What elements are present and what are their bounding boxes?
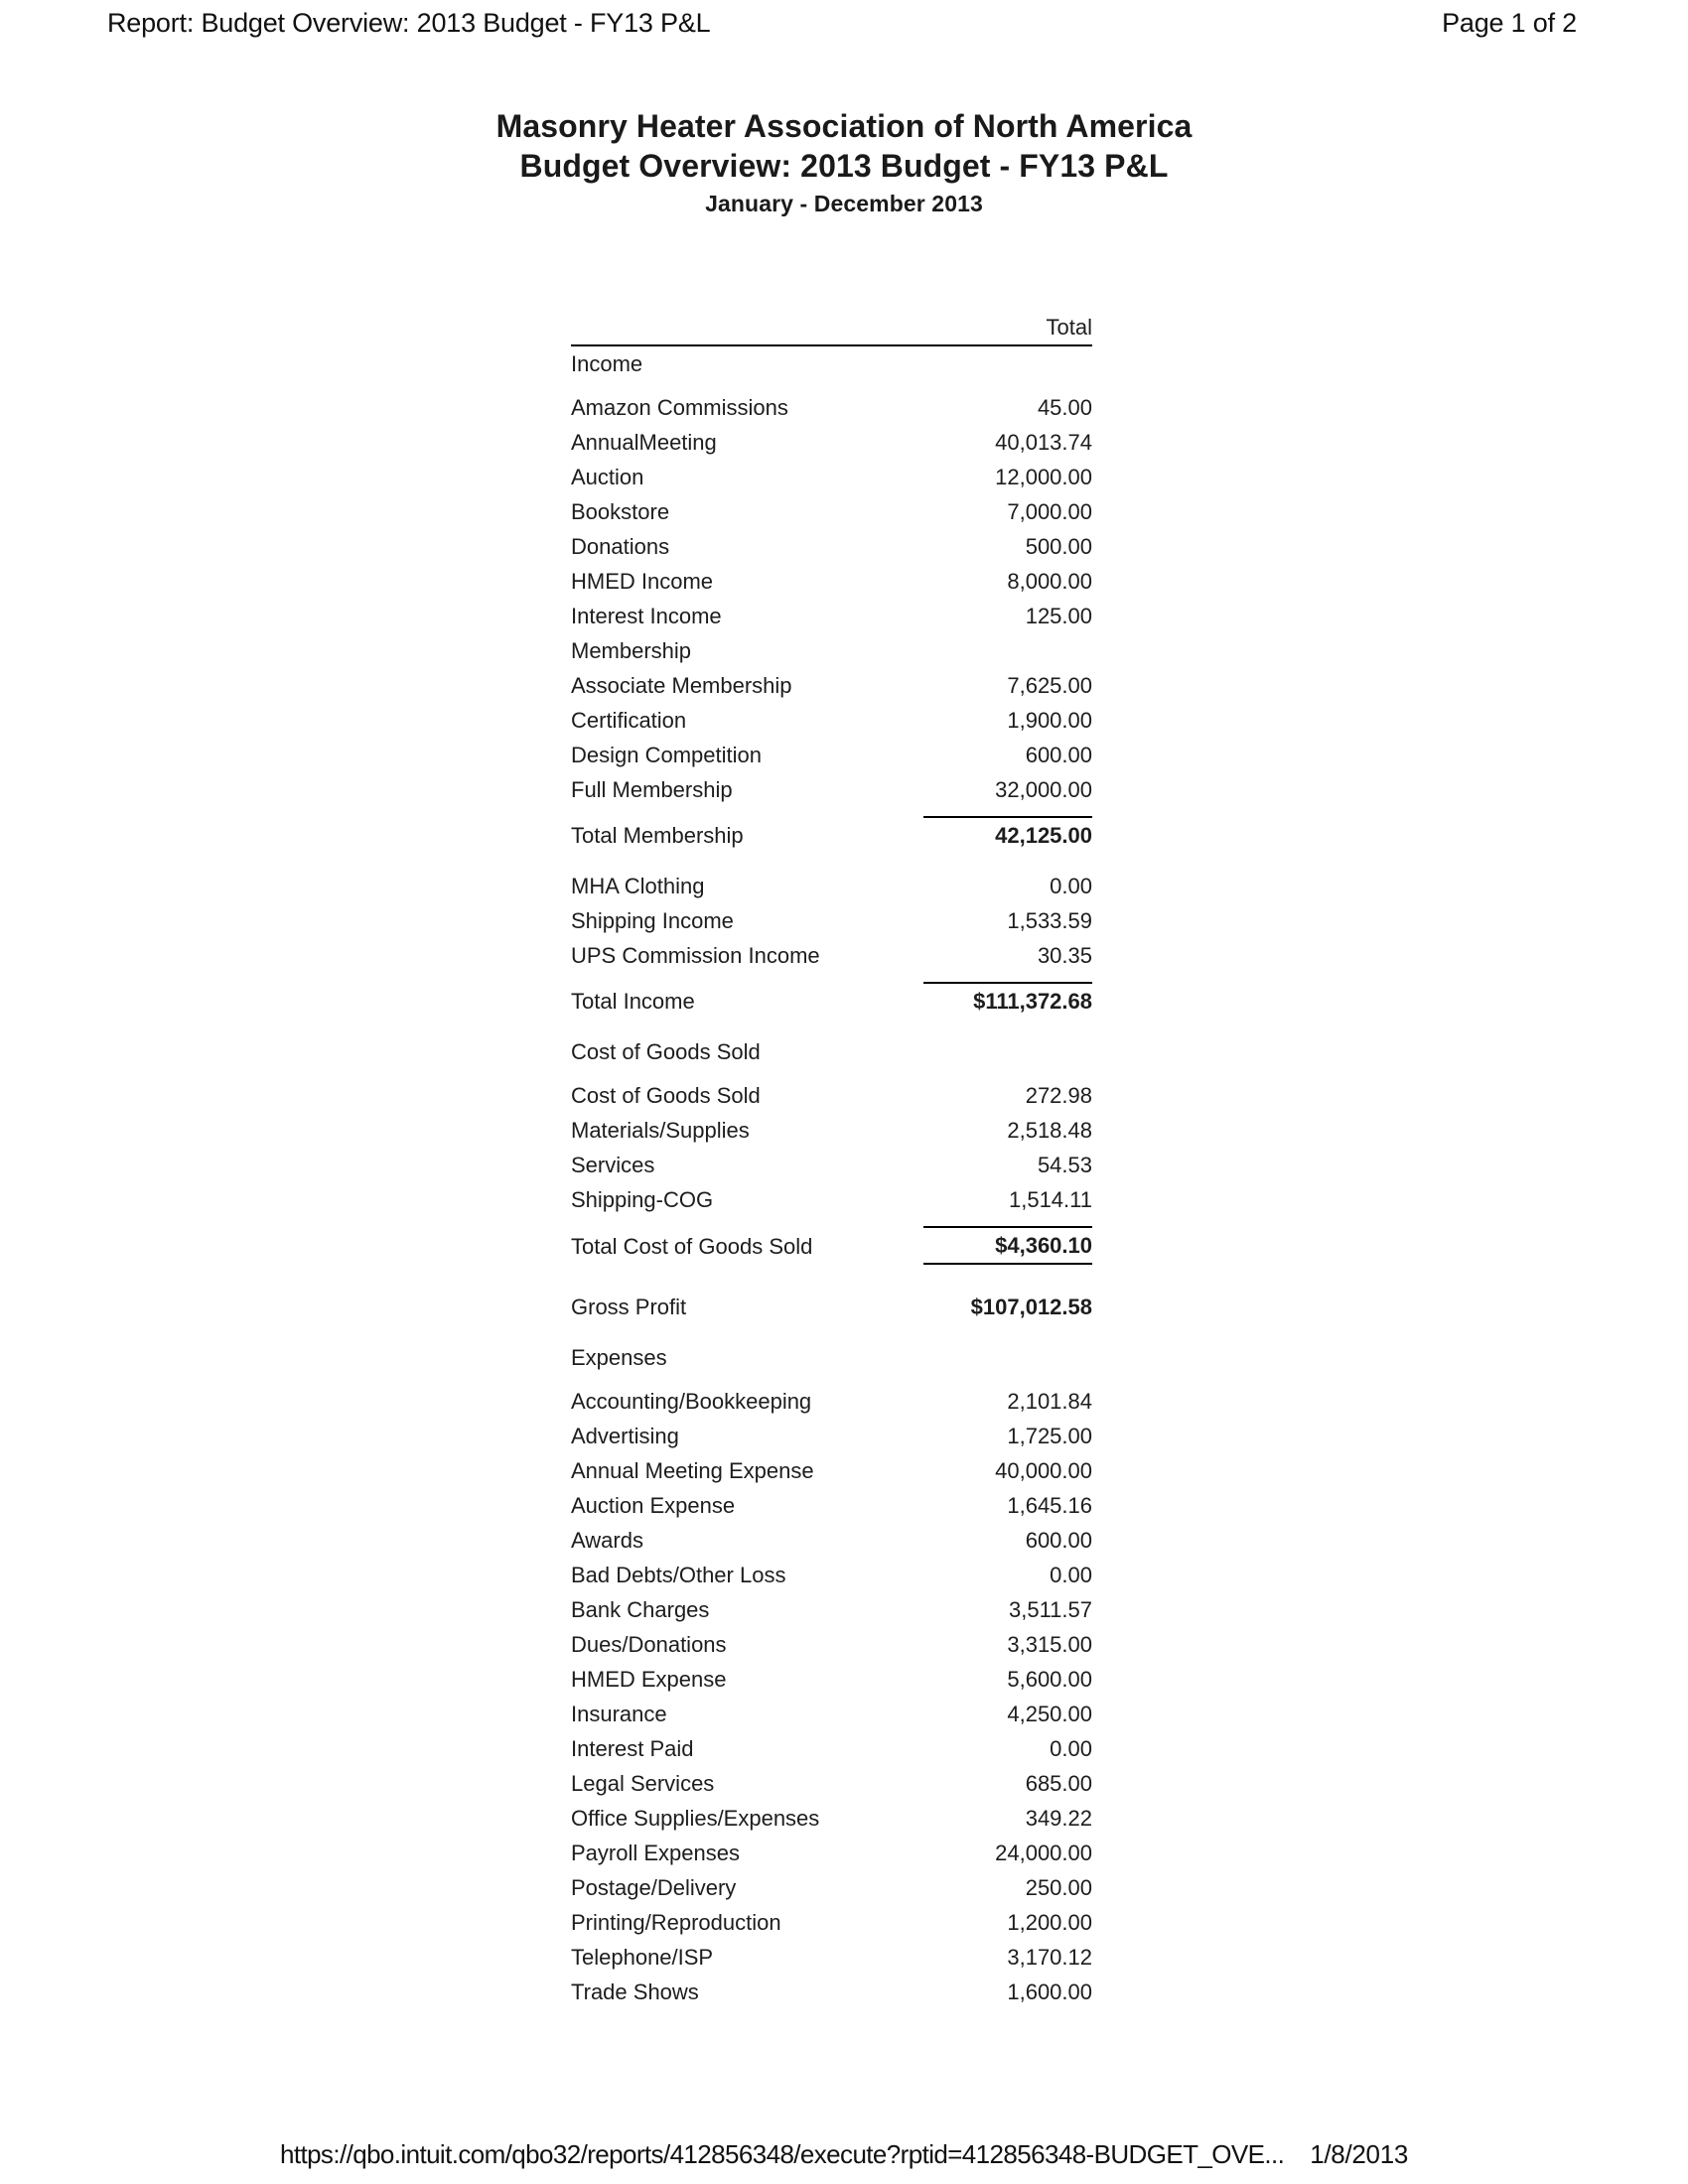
row-label: Total Income bbox=[571, 989, 695, 1014]
spacer-cell bbox=[571, 1324, 923, 1340]
report-table-container bbox=[571, 310, 1092, 2009]
row-amount: $4,360.10 bbox=[923, 1227, 1092, 1264]
row-label: Awards bbox=[571, 1528, 643, 1553]
row-label: Shipping Income bbox=[571, 908, 734, 933]
table-row bbox=[571, 1113, 1092, 1148]
table-subtotal-row bbox=[571, 1227, 1092, 1264]
row-amount: 30.35 bbox=[1037, 943, 1092, 968]
row-label: Auction Expense bbox=[571, 1493, 736, 1518]
table-head bbox=[571, 310, 1092, 345]
row-label: AnnualMeeting bbox=[571, 430, 717, 455]
table-spacer-row bbox=[571, 1217, 1092, 1227]
row-amount: 1,200.00 bbox=[1007, 1910, 1092, 1935]
source-url: https://qbo.intuit.com/qbo32/reports/412856348/execute?rptid=412856348-BUDGET_OVE... bbox=[279, 2139, 1285, 2169]
row-amount: 0.00 bbox=[1050, 1563, 1092, 1587]
table-row bbox=[571, 1905, 1092, 1940]
table-spacer-row bbox=[571, 1281, 1092, 1290]
report-title-block bbox=[0, 107, 1688, 218]
spacer-cell bbox=[923, 381, 1092, 390]
row-label: Insurance bbox=[571, 1702, 667, 1726]
table-row bbox=[571, 1558, 1092, 1592]
row-amount: 3,511.57 bbox=[1008, 1597, 1092, 1622]
row-label: Office Supplies/Expenses bbox=[571, 1806, 820, 1831]
spacer-cell bbox=[923, 807, 1092, 817]
row-amount: 3,315.00 bbox=[1007, 1632, 1092, 1657]
row-label: HMED Income bbox=[571, 569, 714, 594]
row-label: Bookstore bbox=[571, 499, 670, 524]
row-label: Expenses bbox=[571, 1345, 667, 1370]
spacer-cell bbox=[923, 1019, 1092, 1034]
table-subtotal-row bbox=[571, 1290, 1092, 1324]
row-amount: 1,900.00 bbox=[1007, 708, 1092, 733]
row-amount bbox=[923, 345, 1092, 381]
spacer-cell bbox=[571, 381, 923, 390]
row-label: Auction bbox=[571, 465, 644, 489]
row-amount: 125.00 bbox=[1025, 604, 1092, 628]
row-amount: 2,518.48 bbox=[1007, 1118, 1092, 1143]
table-spacer-row bbox=[571, 1019, 1092, 1034]
table-spacer-row bbox=[571, 807, 1092, 817]
report-period: January - December 2013 bbox=[705, 191, 983, 216]
row-label: Printing/Reproduction bbox=[571, 1910, 781, 1935]
spacer-cell bbox=[923, 1069, 1092, 1078]
table-row bbox=[571, 938, 1092, 973]
row-amount: 54.53 bbox=[1037, 1153, 1092, 1177]
row-label: Services bbox=[571, 1153, 655, 1177]
row-amount: 600.00 bbox=[1025, 743, 1092, 767]
spacer-cell bbox=[923, 973, 1092, 983]
row-amount: 500.00 bbox=[1025, 534, 1092, 559]
row-amount: 4,250.00 bbox=[1007, 1702, 1092, 1726]
spacer-cell bbox=[571, 807, 923, 817]
spacer-cell bbox=[571, 1264, 923, 1281]
row-label: Donations bbox=[571, 534, 670, 559]
row-label: Materials/Supplies bbox=[571, 1118, 750, 1143]
row-amount: 42,125.00 bbox=[923, 817, 1092, 853]
table-row bbox=[571, 425, 1092, 460]
table-row bbox=[571, 1836, 1092, 1870]
spacer-cell bbox=[571, 1375, 923, 1384]
table-body bbox=[571, 345, 1092, 2009]
table-spacer-row bbox=[571, 1324, 1092, 1340]
row-label: Cost of Goods Sold bbox=[571, 1039, 761, 1064]
table-row bbox=[571, 1453, 1092, 1488]
row-amount: 45.00 bbox=[1037, 395, 1092, 420]
table-row bbox=[571, 1731, 1092, 1766]
table-row bbox=[571, 772, 1092, 807]
row-amount: 2,101.84 bbox=[1007, 1389, 1092, 1414]
row-amount: 250.00 bbox=[1025, 1875, 1092, 1900]
row-label: UPS Commission Income bbox=[571, 943, 820, 968]
table-row bbox=[571, 1148, 1092, 1182]
row-amount: 12,000.00 bbox=[995, 465, 1092, 489]
table-row bbox=[571, 1627, 1092, 1662]
table-spacer-row bbox=[571, 1069, 1092, 1078]
table-row bbox=[571, 1870, 1092, 1905]
table-row bbox=[571, 390, 1092, 425]
row-label: Shipping-COG bbox=[571, 1187, 714, 1212]
row-amount bbox=[923, 1340, 1092, 1375]
table-subtotal-row bbox=[571, 817, 1092, 853]
row-amount: 8,000.00 bbox=[1007, 569, 1092, 594]
spacer-cell bbox=[923, 1217, 1092, 1227]
row-label: HMED Expense bbox=[571, 1667, 727, 1692]
row-label: Bad Debts/Other Loss bbox=[571, 1563, 786, 1587]
row-label: Legal Services bbox=[571, 1771, 715, 1796]
page-footer bbox=[0, 2139, 1688, 2170]
row-amount bbox=[923, 633, 1092, 668]
spacer-cell bbox=[923, 1324, 1092, 1340]
table-spacer-row bbox=[571, 853, 1092, 869]
row-amount: 7,000.00 bbox=[1007, 499, 1092, 524]
table-row bbox=[571, 668, 1092, 703]
row-amount: $107,012.58 bbox=[970, 1295, 1092, 1319]
table-row bbox=[571, 1801, 1092, 1836]
spacer-cell bbox=[571, 853, 923, 869]
table-row bbox=[571, 599, 1092, 633]
row-label: Payroll Expenses bbox=[571, 1841, 740, 1865]
row-amount: 32,000.00 bbox=[995, 777, 1092, 802]
row-amount: 40,000.00 bbox=[995, 1458, 1092, 1483]
table-row bbox=[571, 1975, 1092, 2009]
row-label: Cost of Goods Sold bbox=[571, 1083, 761, 1108]
row-label: Telephone/ISP bbox=[571, 1945, 714, 1970]
table-row bbox=[571, 1384, 1092, 1419]
row-label: Bank Charges bbox=[571, 1597, 710, 1622]
table-section-row bbox=[571, 1034, 1092, 1069]
budget-overview-table bbox=[571, 310, 1092, 2009]
row-label: Postage/Delivery bbox=[571, 1875, 737, 1900]
row-amount: 349.22 bbox=[1025, 1806, 1092, 1831]
table-row bbox=[571, 1488, 1092, 1523]
row-amount: 40,013.74 bbox=[995, 430, 1092, 455]
table-row bbox=[571, 460, 1092, 494]
table-row bbox=[571, 529, 1092, 564]
table-row bbox=[571, 903, 1092, 938]
row-amount: 1,533.59 bbox=[1007, 908, 1092, 933]
row-label: Dues/Donations bbox=[571, 1632, 727, 1657]
table-row bbox=[571, 1662, 1092, 1697]
company-name: Masonry Heater Association of North America bbox=[495, 108, 1193, 144]
row-label: Advertising bbox=[571, 1424, 679, 1448]
row-label: Full Membership bbox=[571, 777, 733, 802]
row-amount: 7,625.00 bbox=[1007, 673, 1092, 698]
row-label: Amazon Commissions bbox=[571, 395, 788, 420]
table-header-row bbox=[571, 310, 1092, 345]
row-amount: 0.00 bbox=[1050, 874, 1092, 898]
row-label: Interest Paid bbox=[571, 1736, 694, 1761]
row-amount: 1,600.00 bbox=[1007, 1979, 1092, 2004]
table-row bbox=[571, 1182, 1092, 1217]
row-label: Interest Income bbox=[571, 604, 722, 628]
row-label: MHA Clothing bbox=[571, 874, 705, 898]
table-spacer-row bbox=[571, 381, 1092, 390]
row-amount: 1,645.16 bbox=[1007, 1493, 1092, 1518]
row-label: Certification bbox=[571, 708, 687, 733]
row-amount: 272.98 bbox=[1025, 1083, 1092, 1108]
table-row bbox=[571, 869, 1092, 903]
row-amount: 0.00 bbox=[1050, 1736, 1092, 1761]
row-amount: 5,600.00 bbox=[1007, 1667, 1092, 1692]
table-row bbox=[571, 1766, 1092, 1801]
table-spacer-row bbox=[571, 973, 1092, 983]
table-row bbox=[571, 494, 1092, 529]
table-row bbox=[571, 703, 1092, 738]
page-indicator: Page 1 of 2 bbox=[1442, 7, 1577, 38]
report-name: Budget Overview: 2013 Budget - FY13 P&L bbox=[519, 148, 1169, 184]
spacer-cell bbox=[571, 1281, 923, 1290]
row-label: Total Membership bbox=[571, 823, 744, 848]
row-label: Gross Profit bbox=[571, 1295, 687, 1319]
spacer-cell bbox=[923, 1375, 1092, 1384]
row-amount: 1,514.11 bbox=[1008, 1187, 1092, 1212]
row-amount: 24,000.00 bbox=[995, 1841, 1092, 1865]
page-header bbox=[0, 0, 1688, 46]
row-label: Accounting/Bookkeeping bbox=[571, 1389, 812, 1414]
table-row bbox=[571, 1078, 1092, 1113]
spacer-cell bbox=[923, 853, 1092, 869]
spacer-cell bbox=[571, 1069, 923, 1078]
column-header-total: Total bbox=[923, 310, 1092, 345]
row-label: Total Cost of Goods Sold bbox=[571, 1234, 813, 1259]
table-section-row bbox=[571, 633, 1092, 668]
column-header-label bbox=[571, 310, 923, 345]
table-section-row bbox=[571, 345, 1092, 381]
table-row bbox=[571, 564, 1092, 599]
spacer-cell bbox=[923, 1264, 1092, 1281]
table-row bbox=[571, 1592, 1092, 1627]
print-date: 1/8/2013 bbox=[1310, 2139, 1409, 2169]
row-amount: $111,372.68 bbox=[923, 983, 1092, 1019]
row-label: Design Competition bbox=[571, 743, 762, 767]
row-amount: 685.00 bbox=[1025, 1771, 1092, 1796]
table-row bbox=[571, 738, 1092, 772]
row-amount bbox=[923, 1034, 1092, 1069]
table-spacer-row bbox=[571, 1375, 1092, 1384]
row-label: Associate Membership bbox=[571, 673, 792, 698]
row-label: Trade Shows bbox=[571, 1979, 699, 2004]
table-row bbox=[571, 1697, 1092, 1731]
report-label: Report: Budget Overview: 2013 Budget - FY13 P&L bbox=[107, 7, 711, 38]
table-row bbox=[571, 1940, 1092, 1975]
table-row bbox=[571, 1523, 1092, 1558]
spacer-cell bbox=[571, 973, 923, 983]
row-amount: 3,170.12 bbox=[1007, 1945, 1092, 1970]
table-subtotal-row bbox=[571, 983, 1092, 1019]
row-label: Membership bbox=[571, 638, 692, 663]
table-section-row bbox=[571, 1340, 1092, 1375]
spacer-cell bbox=[923, 1281, 1092, 1290]
spacer-cell bbox=[571, 1217, 923, 1227]
table-spacer-row bbox=[571, 1264, 1092, 1281]
row-label: Annual Meeting Expense bbox=[571, 1458, 814, 1483]
row-label: Income bbox=[571, 351, 643, 376]
row-amount: 600.00 bbox=[1025, 1528, 1092, 1553]
row-amount: 1,725.00 bbox=[1007, 1424, 1092, 1448]
spacer-cell bbox=[571, 1019, 923, 1034]
table-row bbox=[571, 1419, 1092, 1453]
